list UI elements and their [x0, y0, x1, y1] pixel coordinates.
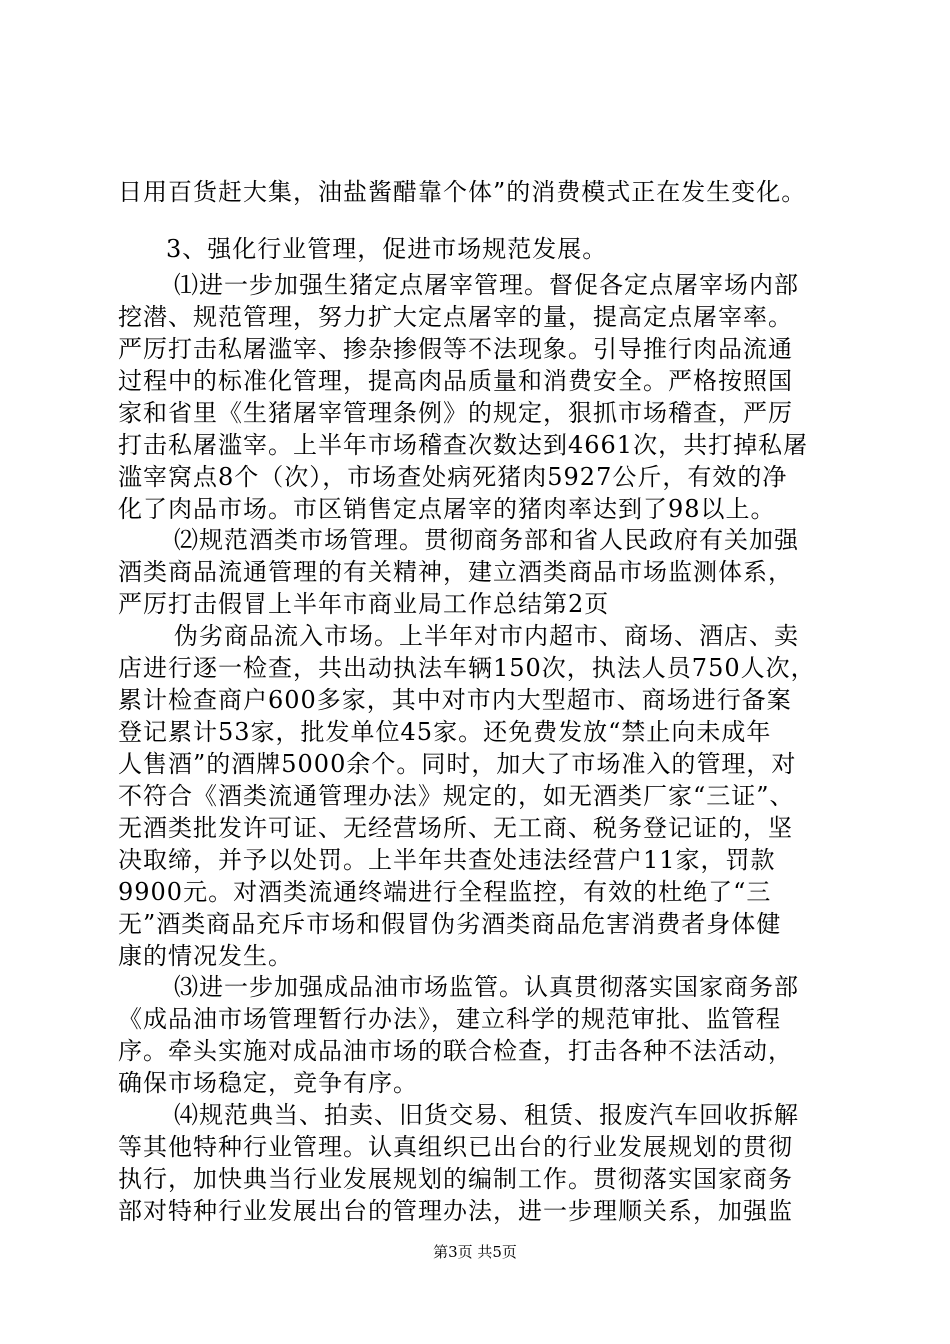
- text-line-5: 严厉打击私屠滥宰、掺杂掺假等不法现象。引导推行肉品流通: [118, 335, 793, 363]
- text-line-10: 化了肉品市场。市区销售定点屠宰的猪肉率达到了98以上。: [118, 495, 776, 523]
- text-line-25: ⑶进一步加强成品油市场监管。认真贯彻落实国家商务部: [174, 973, 799, 1001]
- text-line-19: 不符合《酒类流通管理办法》规定的，如无酒类厂家“三证”、: [118, 782, 795, 810]
- text-line-23: 无”酒类商品充斥市场和假冒伪劣酒类商品危害消费者身体健: [118, 910, 782, 938]
- text-line-14: 伪劣商品流入市场。上半年对市内超市、商场、酒店、卖: [174, 622, 799, 650]
- text-line-1: 日用百货赶大集，油盐酱醋靠个体”的消费模式正在发生变化。: [118, 178, 807, 206]
- text-line-26: 《成品油市场管理暂行办法》，建立科学的规范审批、监管程: [118, 1005, 781, 1033]
- text-line-24: 康的情况发生。: [118, 942, 293, 970]
- text-line-17: 登记累计53家，批发单位45家。还免费发放“禁止向未成年: [118, 718, 772, 746]
- text-line-28: 确保市场稳定，竞争有序。: [118, 1069, 418, 1097]
- page-footer: [0, 1242, 950, 1262]
- text-line-12: 酒类商品流通管理的有关精神，建立酒类商品市场监测体系，: [118, 558, 793, 586]
- text-line-9: 滥宰窝点8个（次），市场查处病死猪肉5927公斤，有效的净: [118, 463, 788, 491]
- page-number: 第3页 共5页: [433, 1243, 517, 1261]
- text-line-16: 累计检查商户600多家，其中对市内大型超市、商场进行备案: [118, 686, 792, 714]
- text-line-27: 序。牵头实施对成品油市场的联合检查，打击各种不法活动，: [118, 1037, 793, 1065]
- text-line-20: 无酒类批发许可证、无经营场所、无工商、税务登记证的，坚: [118, 814, 793, 842]
- text-line-11: ⑵规范酒类市场管理。贯彻商务部和省人民政府有关加强: [174, 526, 799, 554]
- text-line-7: 家和省里《生猪屠宰管理条例》的规定，狠抓市场稽查，严厉: [118, 399, 793, 427]
- text-line-32: 部对特种行业发展出台的管理办法，进一步理顺关系，加强监: [118, 1197, 793, 1225]
- text-line-3: ⑴进一步加强生猪定点屠宰管理。督促各定点屠宰场内部: [174, 271, 799, 299]
- text-line-22: 9900元。对酒类流通终端进行全程监控，有效的杜绝了“三: [118, 878, 772, 906]
- text-line-29: ⑷规范典当、拍卖、旧货交易、租赁、报废汽车回收拆解: [174, 1101, 799, 1129]
- text-line-4: 挖潜、规范管理，努力扩大定点屠宰的量，提高定点屠宰率。: [118, 303, 793, 331]
- section-heading: 3、强化行业管理，促进市场规范发展。: [166, 235, 608, 263]
- text-line-31: 执行，加快典当行业发展规划的编制工作。贯彻落实国家商务: [118, 1165, 793, 1193]
- text-line-21: 决取缔，并予以处罚。上半年共查处违法经营户11家，罚款: [118, 846, 776, 874]
- text-line-13: 严厉打击假冒上半年市商业局工作总结第2页: [118, 590, 610, 618]
- text-line-8: 打击私屠滥宰。上半年市场稽查次数达到4661次，共打掉私屠: [118, 431, 809, 459]
- text-line-30: 等其他特种行业管理。认真组织已出台的行业发展规划的贯彻: [118, 1133, 793, 1161]
- text-line-15: 店进行逐一检查，共出动执法车辆150次，执法人员750人次，: [118, 654, 816, 682]
- text-line-6: 过程中的标准化管理，提高肉品质量和消费安全。严格按照国: [118, 367, 793, 395]
- text-line-18: 人售酒”的酒牌5000余个。同时，加大了市场准入的管理，对: [118, 750, 797, 778]
